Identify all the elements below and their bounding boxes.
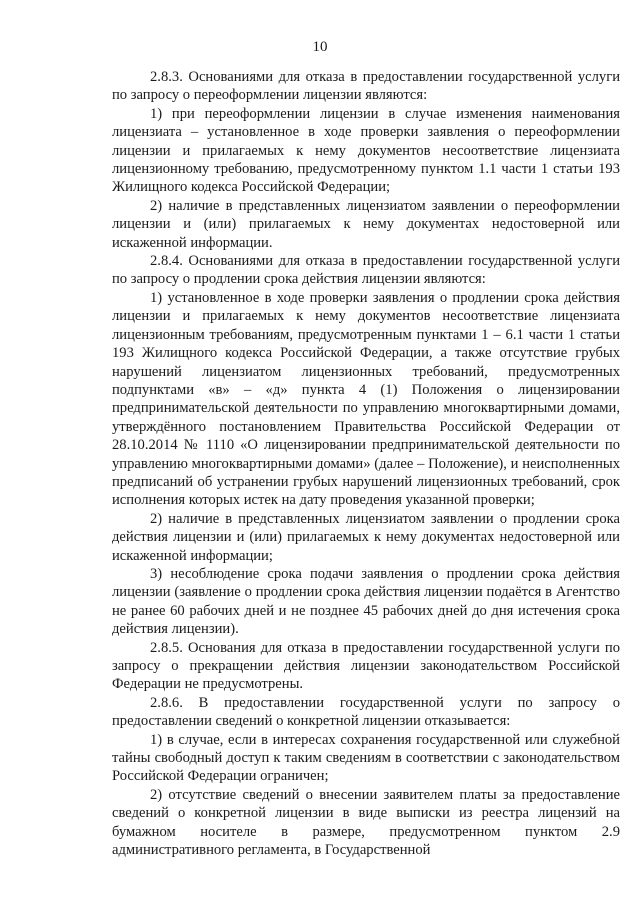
paragraph-2-8-6-item-2: 2) отсутствие сведений о внесении заявителем платы за предоставление сведений о конкретной лицензии в виде выписки из реестра лицензий на бумажном носителе в размере, предусмотренном пунктом 2.9 административного регламента, в Государственной bbox=[112, 786, 620, 859]
paragraph-2-8-3-item-2: 2) наличие в представленных лицензиатом заявлении о переоформлении лицензии и (или) прилагаемых к нему документах недостоверной или искаженной информации. bbox=[112, 197, 620, 251]
paragraph-2-8-3: 2.8.3. Основаниями для отказа в предоставлении государственной услуги по запросу о переоформлении лицензии являются: bbox=[112, 69, 620, 104]
paragraph-2-8-4-item-2: 2) наличие в представленных лицензиатом заявлении о продлении срока действия лицензии и (или) прилагаемых к нему документах недостоверной или искаженной информации; bbox=[112, 510, 620, 564]
paragraph-2-8-4: 2.8.4. Основаниями для отказа в предоставлении государственной услуги по запросу о продлении срока действия лицензии являются: bbox=[112, 253, 620, 288]
paragraph-2-8-5: 2.8.5. Основания для отказа в предоставлении государственной услуги по запросу о прекращении действия лицензии законодательством Российской Федерации не предусмотрены. bbox=[112, 639, 620, 693]
paragraph-2-8-6-item-1: 1) в случае, если в интересах сохранения государственной или служебной тайны свободный доступ к таким сведениям в соответствии с законодательством Российской Федерации ограничен; bbox=[112, 731, 620, 785]
paragraph-2-8-3-item-1: 1) при переоформлении лицензии в случае изменения наименования лицензиата – установленное в ходе проверки заявления о переоформлении лицензии и прилагаемых к нему документов несоответствие лицензиата лицензионному требованию, предусмотренному пунктом 1.1 части 1 статьи 193 Жилищного кодекса Российской Федерации; bbox=[112, 105, 620, 196]
paragraph-2-8-4-item-1: 1) установленное в ходе проверки заявления о продлении срока действия лицензии и прилагаемых к нему документов несоответствие лицензиата лицензионным требованиям, предусмотренным пунктами 1 – 6.1 части 1 статьи 193 Жилищного кодекса Российской Федерации, а также отсутствие грубых нарушений лицензиатом лицензионных требований, предусмотренных подпунктами «в» – «д» пункта 4 (1) Положения о лицензировании предпринимательской деятельности по управлению многоквартирными домами, утверждённого постановлением Правительства Российской Федерации от 28.10.2014 № 1110 «О лицензировании предпринимательской деятельности по управлению многоквартирными домами» (далее – Положение), и неисполненных предписаний об устранении грубых нарушений лицензионных требований, срок исполнения которых истек на дату проведения указанной проверки; bbox=[112, 289, 620, 509]
paragraph-2-8-6: 2.8.6. В предоставлении государственной услуги по запросу о предоставлении сведений о конкретной лицензии отказывается: bbox=[112, 694, 620, 730]
document-body bbox=[112, 68, 620, 859]
page-number: 10 bbox=[312, 39, 328, 55]
paragraph-2-8-4-item-3: 3) несоблюдение срока подачи заявления о продлении срока действия лицензии (заявление о продлении срока действия лицензии подаётся в Агентство не ранее 60 рабочих дней и не позднее 45 рабочих дней до дня истечения срока действия лицензии). bbox=[112, 565, 620, 638]
